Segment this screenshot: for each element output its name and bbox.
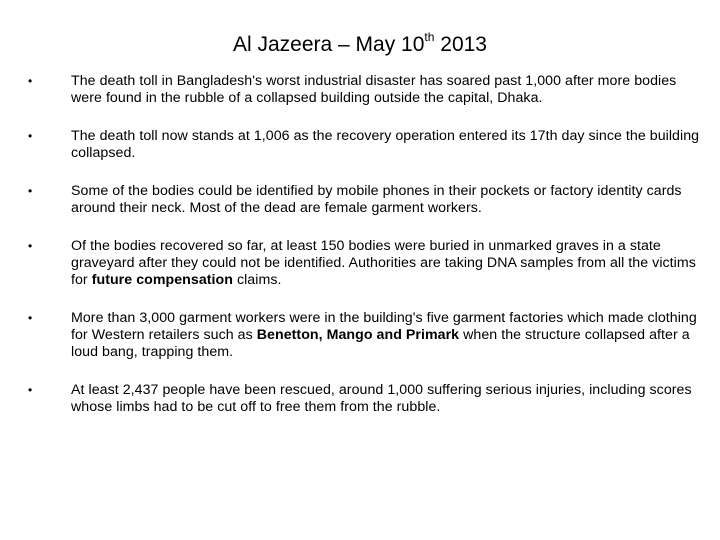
bullet-marker: • (28, 311, 33, 325)
title-main: Al Jazeera – May 10 (232, 33, 425, 56)
title-superscript: th (424, 30, 435, 44)
bullet-text: Some of the bodies could be identified by mobile phones in their pockets or factory identity cards around their neck. Most of the dead are female garment workers. (71, 183, 682, 216)
bullet-text: The death toll now stands at 1,006 as the recovery operation entered its 17th day since the building collapsed. (71, 128, 700, 161)
bullet-item (28, 128, 700, 162)
bullet-marker: • (28, 184, 33, 198)
bullet-item (28, 183, 700, 217)
bullet-item (28, 310, 700, 361)
bullet-item (28, 238, 700, 289)
bullet-marker: • (28, 74, 33, 88)
bullet-text-before: More than 3,000 garment workers were in the building's five garment factories which made clothing for Western retailers such as (71, 310, 697, 343)
bullet-text-before: Of the bodies recovered so far, at least 150 bodies were buried in unmarked graves in a state graveyard after they could not be identified. Authorities are taking DNA samples from all the victims for (71, 238, 696, 288)
bullet-text: The death toll in Bangladesh's worst industrial disaster has soared past 1,000 after more bodies were found in the rubble of a collapsed building outside the capital, Dhaka. (71, 73, 677, 106)
bullet-text-after: when the structure collapsed after a loud bang, trapping them. (71, 327, 690, 360)
bullet-marker: • (28, 383, 33, 397)
bullet-text: At least 2,437 people have been rescued, around 1,000 suffering serious injuries, including scores whose limbs had to be cut off to free them from the rubble. (71, 382, 692, 415)
bullet-text-after: claims. (232, 272, 282, 288)
slide-title (0, 30, 720, 60)
bullet-item (28, 382, 700, 416)
bullet-item (28, 73, 700, 107)
title-year: 2013 (434, 33, 487, 56)
bullet-text-bold: Benetton, Mango and Primark (256, 327, 460, 343)
bullet-marker: • (28, 239, 33, 253)
bullet-marker: • (28, 129, 33, 143)
bullet-text-bold: future compensation (91, 272, 233, 288)
bullet-list (28, 73, 700, 416)
